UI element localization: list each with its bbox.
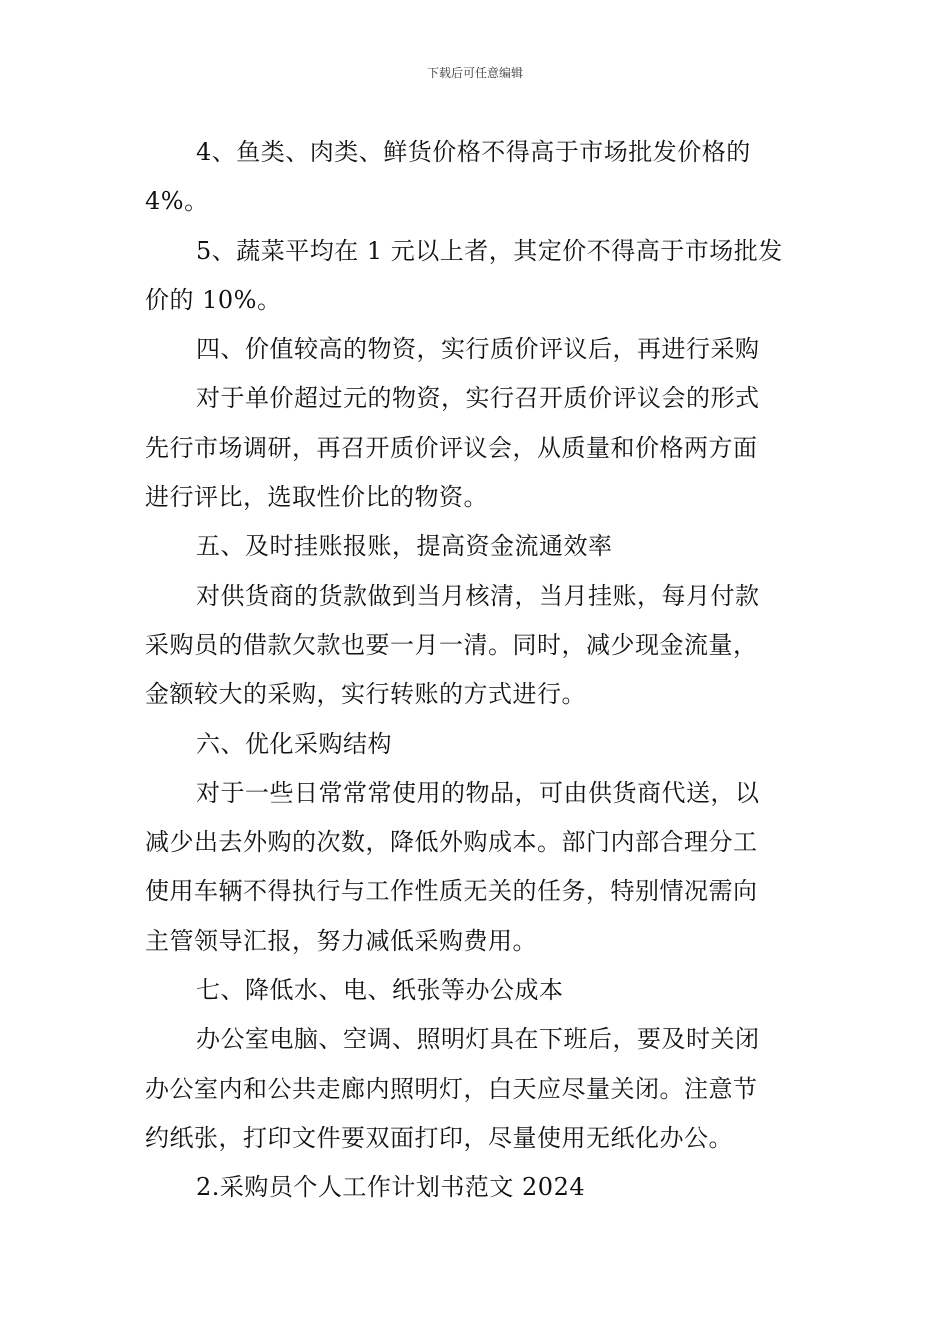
paragraph-line: 4、鱼类、肉类、鲜货价格不得高于市场批发价格的 [196, 138, 751, 166]
section-heading: 七、降低水、电、纸张等办公成本 [196, 976, 564, 1005]
section-heading: 四、价值较高的物资，实行质价评议后，再进行采购 [196, 335, 760, 364]
paragraph-line: 约纸张，打印文件要双面打印，尽量使用无纸化办公。 [145, 1123, 733, 1152]
paragraph-line: 5、蔬菜平均在 1 元以上者，其定价不得高于市场批发 [196, 236, 783, 265]
paragraph-line: 价的 10%。 [145, 285, 282, 314]
paragraph-line: 对供货商的货款做到当月核清，当月挂账，每月付款 [196, 581, 760, 610]
paragraph-line: 办公室电脑、空调、照明灯具在下班后，要及时关闭 [196, 1025, 760, 1054]
section-heading: 五、及时挂账报账，提高资金流通效率 [196, 532, 613, 561]
document-body [145, 128, 810, 1213]
page-header: 下载后可任意编辑 [426, 66, 523, 80]
paragraph-line: 对于一些日常常常使用的物品，可由供货商代送，以 [196, 778, 760, 807]
document-title-next: 2.采购员个人工作计划书范文 2024 [196, 1173, 586, 1202]
paragraph-line: 先行市场调研，再召开质价评议会，从质量和价格两方面 [145, 433, 758, 462]
paragraph-line: 4%。 [145, 187, 209, 216]
paragraph-line: 对于单价超过元的物资，实行召开质价评议会的形式 [196, 384, 760, 413]
section-heading: 六、优化采购结构 [196, 729, 392, 758]
paragraph-line: 采购员的借款欠款也要一月一清。同时，减少现金流量， [145, 630, 758, 659]
paragraph-line: 减少出去外购的次数，降低外购成本。部门内部合理分工 [145, 828, 758, 857]
paragraph-line: 进行评比，选取性价比的物资。 [145, 483, 488, 512]
paragraph-line: 金额较大的采购，实行转账的方式进行。 [145, 680, 586, 709]
paragraph-line: 使用车辆不得执行与工作性质无关的任务，特别情况需向 [145, 877, 758, 906]
paragraph-line: 办公室内和公共走廊内照明灯，白天应尽量关闭。注意节 [145, 1074, 758, 1103]
paragraph-line: 主管领导汇报，努力减低采购费用。 [145, 926, 537, 955]
